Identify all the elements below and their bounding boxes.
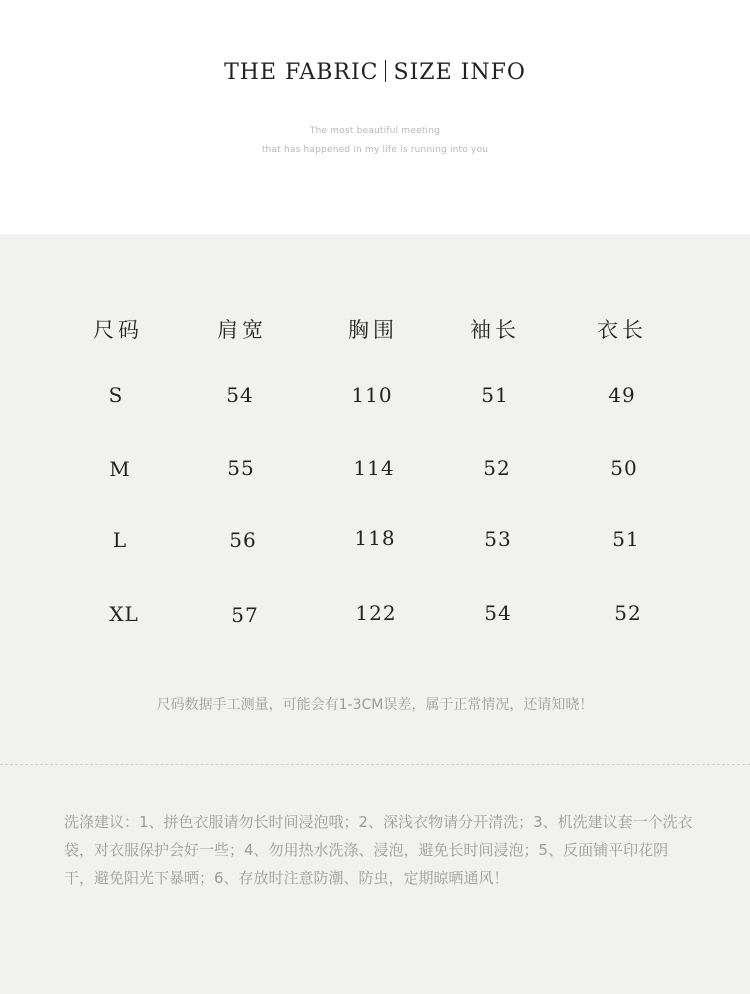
title-fabric: THE FABRIC xyxy=(224,60,379,85)
table-cell: 52 xyxy=(483,456,511,480)
table-cell: 110 xyxy=(351,383,393,407)
table-cell: 51 xyxy=(481,383,509,407)
table-cell: 53 xyxy=(484,527,512,551)
care-instructions: 洗涤建议：1、拼色衣服请勿长时间浸泡哦；2、深浅衣物请分开清洗；3、机洗建议套一个洗衣袋，对衣服保护会好一些；4、勿用热水洗涤、浸泡，避免长时间浸泡；5、反面铺平印花阴干，避免阳光下暴晒；6、存放时注意防潮、防虫，定期晾晒通风！ xyxy=(64,813,693,887)
page-title xyxy=(0,60,750,85)
table-cell: 54 xyxy=(484,601,512,625)
table-cell: L xyxy=(112,528,128,552)
size-info-panel xyxy=(0,234,750,994)
table-cell: 54 xyxy=(226,383,254,407)
table-cell: 56 xyxy=(229,528,257,552)
header-shoulder: 肩宽 xyxy=(217,318,267,342)
table-cell: 51 xyxy=(612,527,640,551)
title-separator xyxy=(385,60,386,82)
table-cell: 57 xyxy=(231,603,259,627)
title-size-info: SIZE INFO xyxy=(393,60,526,85)
table-cell: 49 xyxy=(608,383,636,407)
subtitle-line-2: that has happened in my life is running into you xyxy=(261,145,489,155)
table-cell: 55 xyxy=(227,456,255,480)
table-cell: XL xyxy=(109,602,139,626)
dashed-divider xyxy=(0,764,750,765)
header-size: 尺码 xyxy=(93,318,143,342)
header-chest: 胸围 xyxy=(348,318,398,342)
table-cell: 52 xyxy=(614,601,642,625)
table-cell: 122 xyxy=(355,601,397,625)
header-section xyxy=(0,0,750,234)
header-length: 衣长 xyxy=(597,318,647,342)
table-cell: 50 xyxy=(610,456,638,480)
table-cell: M xyxy=(109,457,131,481)
table-cell: 118 xyxy=(354,526,396,550)
table-cell: 114 xyxy=(353,456,395,480)
table-cell: S xyxy=(108,383,124,407)
measurement-note: 尺码数据手工测量，可能会有1-3CM误差，属于正常情况，还请知晓！ xyxy=(156,697,594,713)
subtitle-line-1: The most beautiful meeting xyxy=(309,126,441,136)
header-sleeve: 袖长 xyxy=(470,318,520,342)
